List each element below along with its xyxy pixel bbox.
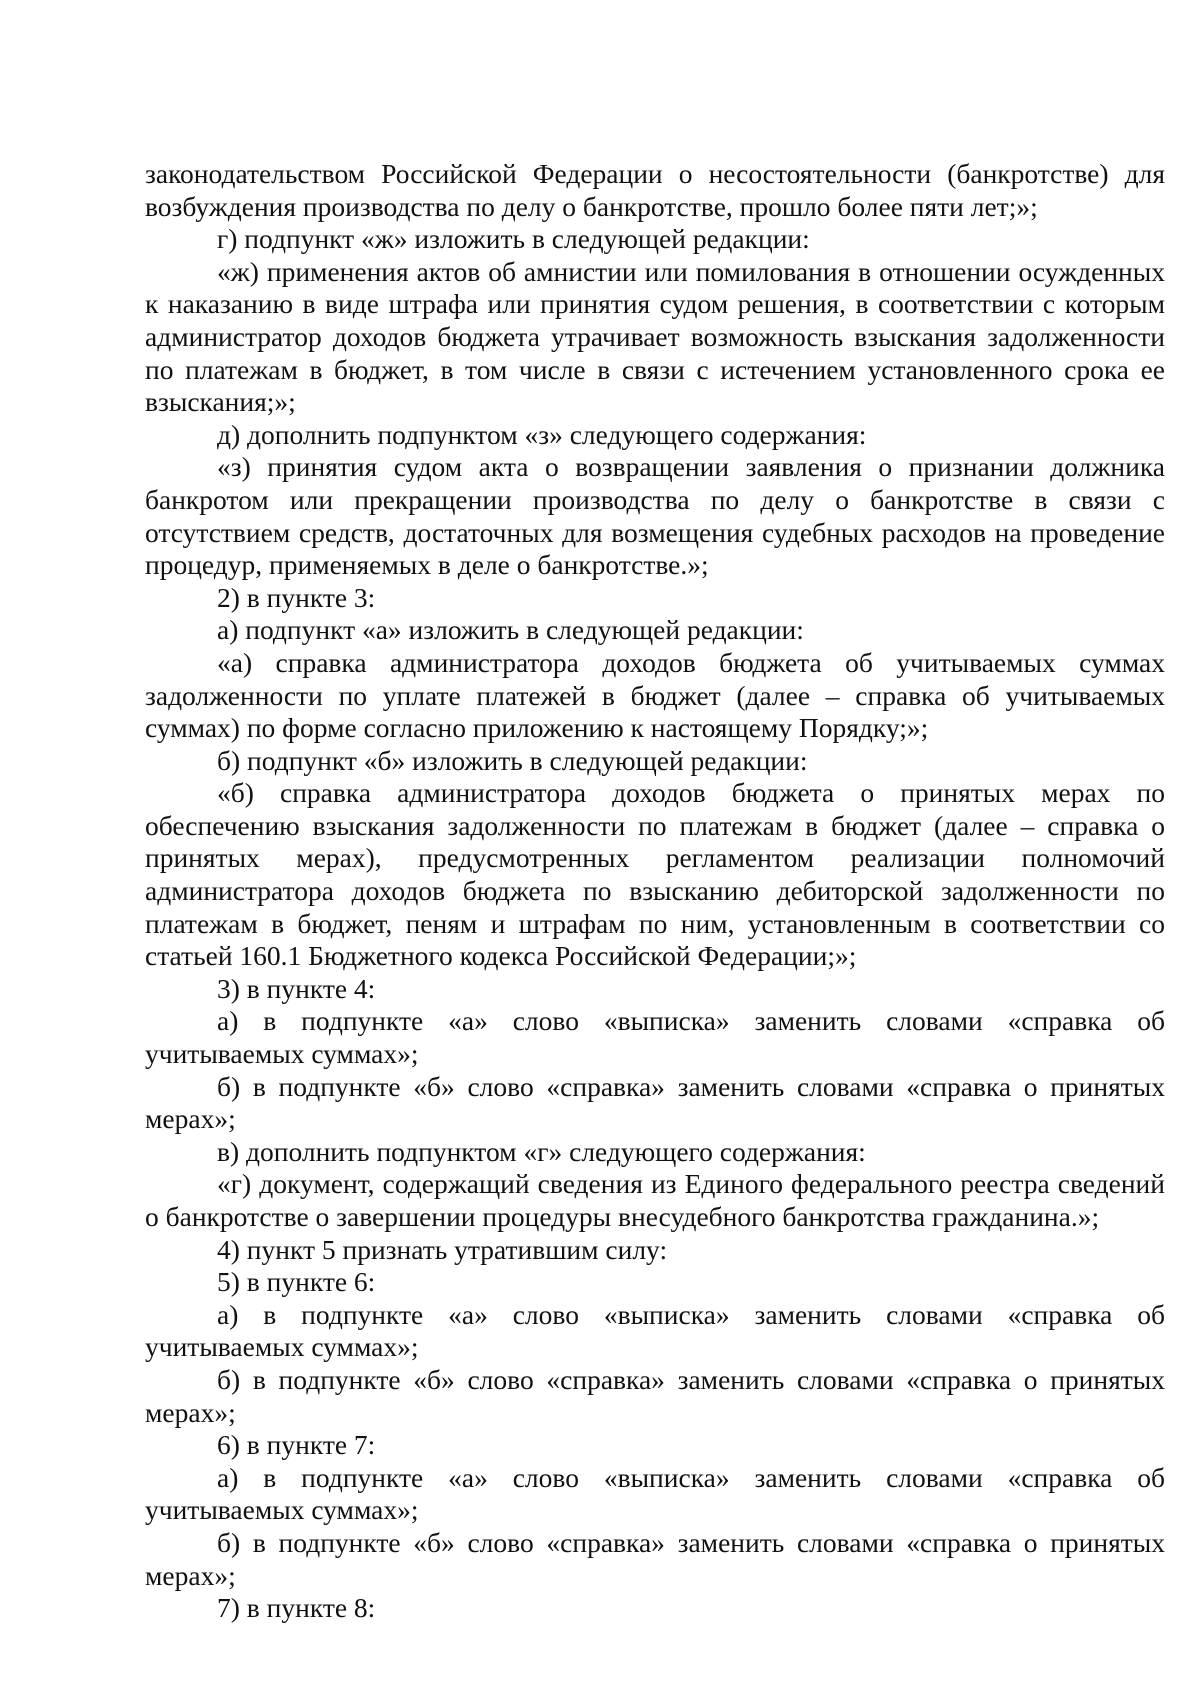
- paragraph-quote-g: «г) документ, содержащий сведения из Единого федерального реестра сведений о банкротстве о завершении процедуры внесудебного банкротства гражданина.»;: [145, 1168, 1165, 1232]
- paragraph-item-2: 2) в пункте 3:: [217, 581, 376, 613]
- paragraph-subitem-d: д) дополнить подпунктом «з» следующего содержания:: [217, 418, 867, 450]
- paragraph-item-5: 5) в пункте 6:: [217, 1266, 376, 1298]
- paragraph-item-6: 6) в пункте 7:: [217, 1429, 376, 1461]
- paragraph-item-5-a: а) в подпункте «а» слово «выписка» заменить словами «справка об учитываемых суммах»;: [145, 1298, 1165, 1363]
- paragraph-item-7: 7) в пункте 8:: [217, 1592, 376, 1624]
- paragraph-item-2-b: б) подпункт «б» изложить в следующей редакции:: [217, 744, 808, 776]
- paragraph-subitem-g: г) подпункт «ж» изложить в следующей редакции:: [217, 223, 810, 255]
- paragraph-item-3: 3) в пункте 4:: [217, 972, 376, 1004]
- paragraph-quote-zh: «ж) применения актов об амнистии или помилования в отношении осужденных к наказанию в виде штрафа или принятия судом решения, в соответствии с которым администратор доходов бюджета утрачивает возможность взыскания задолженности по платежам в бюджет, в том числе в связи с истечением установленного срока ее взыскания;»;: [145, 255, 1165, 418]
- paragraph-item-3-b: б) в подпункте «б» слово «справка» заменить словами «справка о принятых мерах»;: [145, 1070, 1165, 1135]
- document-body: [145, 158, 1165, 1625]
- paragraph-item-6-b: б) в подпункте «б» слово «справка» заменить словами «справка о принятых мерах»;: [145, 1526, 1165, 1591]
- paragraph-item-2-a: а) подпункт «а» изложить в следующей редакции:: [217, 614, 804, 646]
- paragraph-item-3-a: а) в подпункте «а» слово «выписка» заменить словами «справка об учитываемых суммах»;: [145, 1005, 1165, 1070]
- paragraph-item-5-b: б) в подпункте «б» слово «справка» заменить словами «справка о принятых мерах»;: [145, 1363, 1165, 1428]
- paragraph-item-4: 4) пункт 5 признать утратившим силу:: [217, 1233, 668, 1265]
- paragraph-continuation: законодательством Российской Федерации о несостоятельности (банкротстве) для возбуждения производства по делу о банкротстве, прошло более пяти лет;»;: [145, 158, 1165, 222]
- paragraph-quote-z: «з) принятия судом акта о возвращении заявления о признании должника банкротом или прекращении производства по делу о банкротстве в связи с отсутствием средств, достаточных для возмещения судебных расходов на проведение процедур, применяемых в деле о банкротстве.»;: [145, 451, 1165, 581]
- paragraph-item-6-a: а) в подпункте «а» слово «выписка» заменить словами «справка об учитываемых суммах»;: [145, 1461, 1165, 1526]
- paragraph-quote-b: «б) справка администратора доходов бюджета о принятых мерах по обеспечению взыскания задолженности по платежам в бюджет (далее – справка о принятых мерах), предусмотренных регламентом реализации полномочий администратора доходов бюджета по взысканию дебиторской задолженности по платежам в бюджет, пеням и штрафам по ним, установленным в соответствии со статьей 160.1 Бюджетного кодекса Российской Федерации;»;: [145, 777, 1165, 972]
- paragraph-quote-a: «а) справка администратора доходов бюджета об учитываемых суммах задолженности по уплате платежей в бюджет (далее – справка об учитываемых суммах) по форме согласно приложению к настоящему Порядку;»;: [145, 646, 1165, 744]
- paragraph-item-3-v: в) дополнить подпунктом «г» следующего содержания:: [217, 1135, 866, 1167]
